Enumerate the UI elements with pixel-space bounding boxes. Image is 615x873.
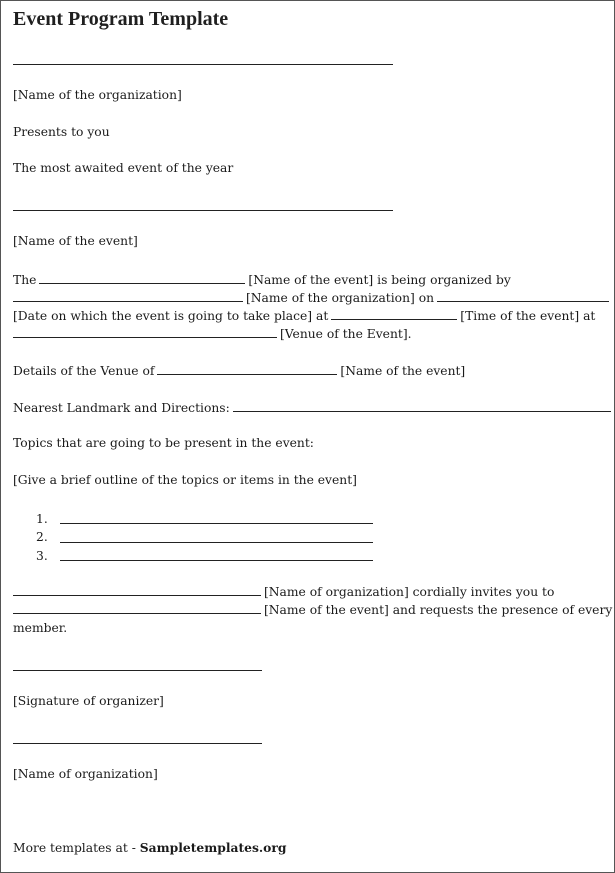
landmark-blank[interactable] — [233, 400, 611, 412]
invite-line-1-text: [Name of organization] cordially invites you to — [264, 585, 555, 599]
list-item-blank[interactable] — [60, 542, 373, 543]
details-prefix: Details of the Venue of — [13, 364, 155, 378]
list-item-number: 3. — [36, 549, 48, 563]
signature-label: [Signature of organizer] — [13, 694, 164, 708]
organized-by-text: is being organized by — [377, 273, 511, 287]
paragraph-line-2 — [13, 290, 612, 306]
paragraph-line-3 — [13, 308, 595, 324]
at-word: at — [316, 309, 329, 323]
event-name-blank[interactable] — [13, 210, 393, 211]
venue-blank[interactable] — [13, 326, 277, 338]
topics-heading: Topics that are going to be present in the event: — [13, 436, 314, 450]
details-suffix: [Name of the event] — [340, 364, 466, 378]
footer-site-link[interactable]: Sampletemplates.org — [139, 840, 287, 855]
event-name-placeholder: [Name of the event] — [13, 234, 138, 248]
venue-placeholder: [Venue of the Event]. — [280, 327, 412, 341]
signature-blank[interactable] — [13, 670, 262, 671]
org-signature-blank[interactable] — [13, 743, 262, 744]
the-blank[interactable] — [39, 272, 245, 284]
on-word: on — [418, 291, 435, 305]
date-blank[interactable] — [437, 290, 609, 302]
awaited-text: The most awaited event of the year — [13, 161, 234, 175]
landmark-label: Nearest Landmark and Directions: — [13, 401, 230, 415]
invite-event-blank[interactable] — [13, 602, 261, 614]
presents-text: Presents to you — [13, 125, 110, 139]
footer — [13, 840, 286, 856]
at-word-2: at — [583, 309, 596, 323]
list-item-blank[interactable] — [60, 523, 373, 524]
the-word: The — [13, 273, 37, 287]
list-item-number: 2. — [36, 530, 48, 544]
paragraph-line-4 — [13, 326, 412, 342]
list-item-blank[interactable] — [60, 560, 373, 561]
invite-line-3: member. — [13, 621, 68, 635]
time-blank[interactable] — [331, 308, 457, 320]
org-name-blank[interactable] — [13, 64, 393, 65]
details-blank[interactable] — [157, 363, 337, 375]
document-title: Event Program Template — [13, 8, 229, 30]
org-name-placeholder: [Name of the organization] — [13, 88, 182, 102]
invite-line-2-text: [Name of the event] and requests the presence of every — [264, 603, 613, 617]
name-org-placeholder: [Name of the organization] — [246, 291, 415, 305]
org-signature-label: [Name of organization] — [13, 767, 158, 781]
topics-instruction: [Give a brief outline of the topics or items in the event] — [13, 473, 357, 487]
date-place-placeholder: [Date on which the event is going to take place] — [13, 309, 313, 323]
invite-org-blank[interactable] — [13, 584, 261, 596]
invite-line-2 — [13, 602, 612, 618]
details-line — [13, 363, 465, 379]
time-placeholder: [Time of the event] — [460, 309, 580, 323]
name-event-placeholder: [Name of the event] — [248, 273, 374, 287]
invite-line-1 — [13, 584, 554, 600]
org-blank[interactable] — [13, 290, 243, 302]
footer-prefix: More templates at - — [13, 841, 140, 855]
landmark-line — [13, 400, 614, 416]
list-item-number: 1. — [36, 512, 48, 526]
paragraph-line-1 — [13, 272, 511, 288]
